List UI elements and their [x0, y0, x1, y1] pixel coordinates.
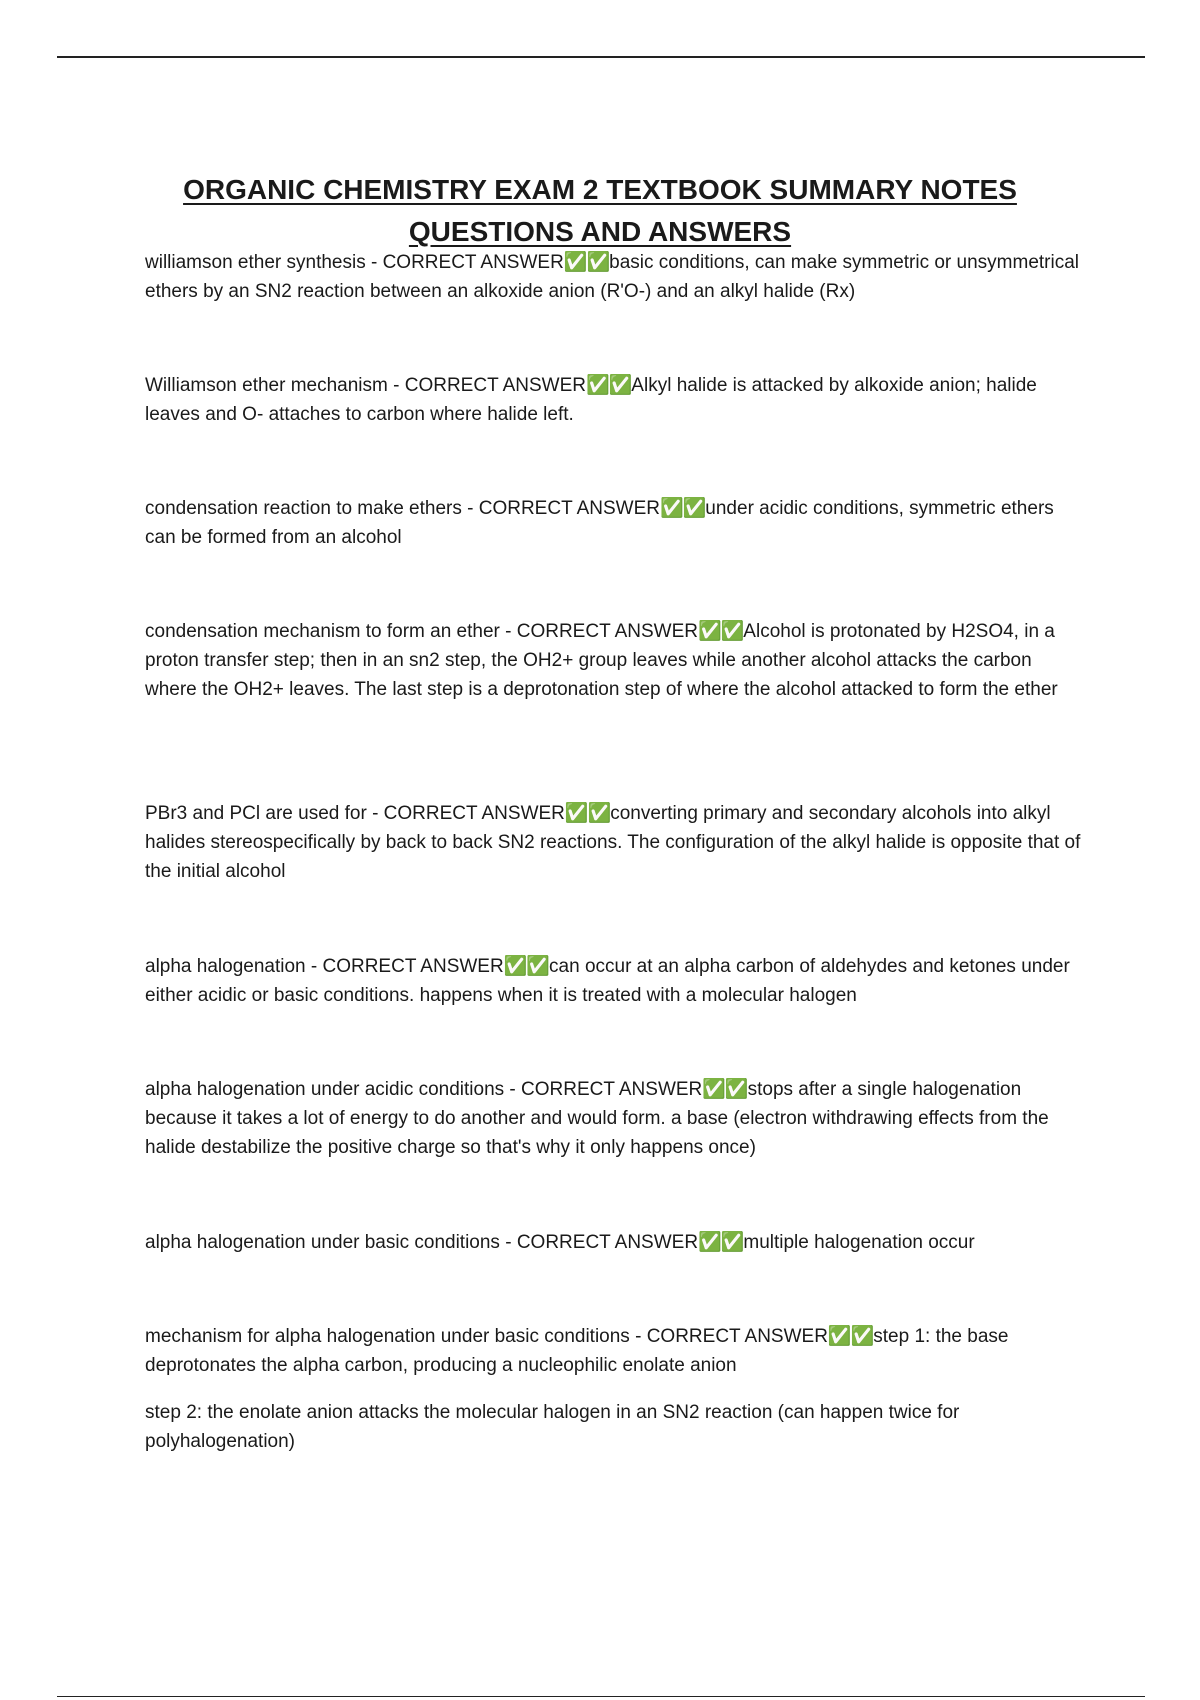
entry-term: PBr3 and PCl are used for [145, 803, 367, 824]
entry-answer: Alcohol is protonated by H2SO4, in a proton transfer step; then in an sn2 step, the OH2+ group leaves while another alcohol attacks the carbon where the OH2+ leaves. The last step is a deprotonation step of where the alcohol attacked to form the ether [145, 621, 1058, 700]
qa-entry [145, 617, 1085, 704]
entry-term: alpha halogenation under acidic conditions [145, 1079, 505, 1100]
title-line-1: ORGANIC CHEMISTRY EXAM 2 TEXTBOOK SUMMARY NOTES [183, 173, 1017, 205]
check-marks-icon: ✅✅ [503, 956, 550, 977]
entry-term: condensation reaction to make ethers [145, 498, 462, 519]
qa-entry [145, 952, 1085, 1010]
answer-marker: - CORRECT ANSWER [366, 803, 565, 824]
answer-marker: - CORRECT ANSWER [629, 1326, 828, 1347]
entry-answer: step 1: the base deprotonates the alpha carbon, producing a nucleophilic enolate anion [145, 1326, 1009, 1376]
entry-answer: basic conditions, can make symmetric or unsymmetrical ethers by an SN2 reaction between an alkoxide anion (R'O-) and an alkyl halide (Rx) [145, 252, 1080, 302]
qa-entry [145, 248, 1085, 306]
top-rule [57, 56, 1145, 58]
qa-entry [145, 1228, 1085, 1257]
qa-entry [145, 799, 1085, 886]
entry-answer: multiple halogenation occur [743, 1232, 975, 1253]
entry-term: Williamson ether mechanism [145, 375, 388, 396]
answer-marker: - CORRECT ANSWER [499, 621, 698, 642]
entry-term: mechanism for alpha halogenation under basic conditions [145, 1326, 630, 1347]
document-title [100, 169, 1100, 253]
bottom-rule [57, 1696, 1145, 1697]
check-marks-icon: ✅✅ [698, 1232, 744, 1253]
check-marks-icon: ✅✅ [563, 252, 610, 273]
answer-marker: - CORRECT ANSWER [504, 1079, 703, 1100]
check-marks-icon: ✅✅ [564, 803, 611, 824]
entry-term: alpha halogenation under basic conditions [145, 1232, 500, 1253]
entry-term: williamson ether synthesis [145, 252, 366, 273]
qa-entry [145, 494, 1085, 552]
qa-entry [145, 1075, 1085, 1162]
answer-marker: - CORRECT ANSWER [305, 956, 504, 977]
entry-answer: under acidic conditions, symmetric ethers can be formed from an alcohol [145, 498, 1054, 548]
check-marks-icon: ✅✅ [697, 621, 744, 642]
entry-answer: Alkyl halide is attacked by alkoxide anion; halide leaves and O- attaches to carbon where halide left. [145, 375, 1037, 425]
check-marks-icon: ✅✅ [659, 498, 706, 519]
qa-entry [145, 1322, 1085, 1380]
entry-term: condensation mechanism to form an ether [145, 621, 500, 642]
answer-marker: - CORRECT ANSWER [461, 498, 660, 519]
check-marks-icon: ✅✅ [827, 1326, 874, 1347]
entry-answer: can occur at an alpha carbon of aldehydes and ketones under either acidic or basic conditions. happens when it is treated with a molecular halogen [145, 956, 1070, 1006]
answer-marker: - CORRECT ANSWER [387, 375, 586, 396]
entry-answer: converting primary and secondary alcohols into alkyl halides stereospecifically by back to back SN2 reactions. The configuration of the alkyl halide is opposite that of the initial alcohol [145, 803, 1081, 882]
check-marks-icon: ✅✅ [585, 375, 632, 396]
entry-answer: stops after a single halogenation because it takes a lot of energy to do another and would form. a base (electron withdrawing effects from the halide destabilize the positive charge so that's why it only happens once) [145, 1079, 1049, 1158]
check-marks-icon: ✅✅ [702, 1079, 748, 1100]
continuation-paragraph: step 2: the enolate anion attacks the molecular halogen in an SN2 reaction (can happen twice for polyhalogenation) [145, 1402, 960, 1452]
qa-entry [145, 371, 1085, 429]
title-line-2: QUESTIONS AND ANSWERS [408, 215, 792, 247]
answer-marker: - CORRECT ANSWER [365, 252, 564, 273]
answer-marker: - CORRECT ANSWER [499, 1232, 699, 1253]
entry-term: alpha halogenation [145, 956, 306, 977]
